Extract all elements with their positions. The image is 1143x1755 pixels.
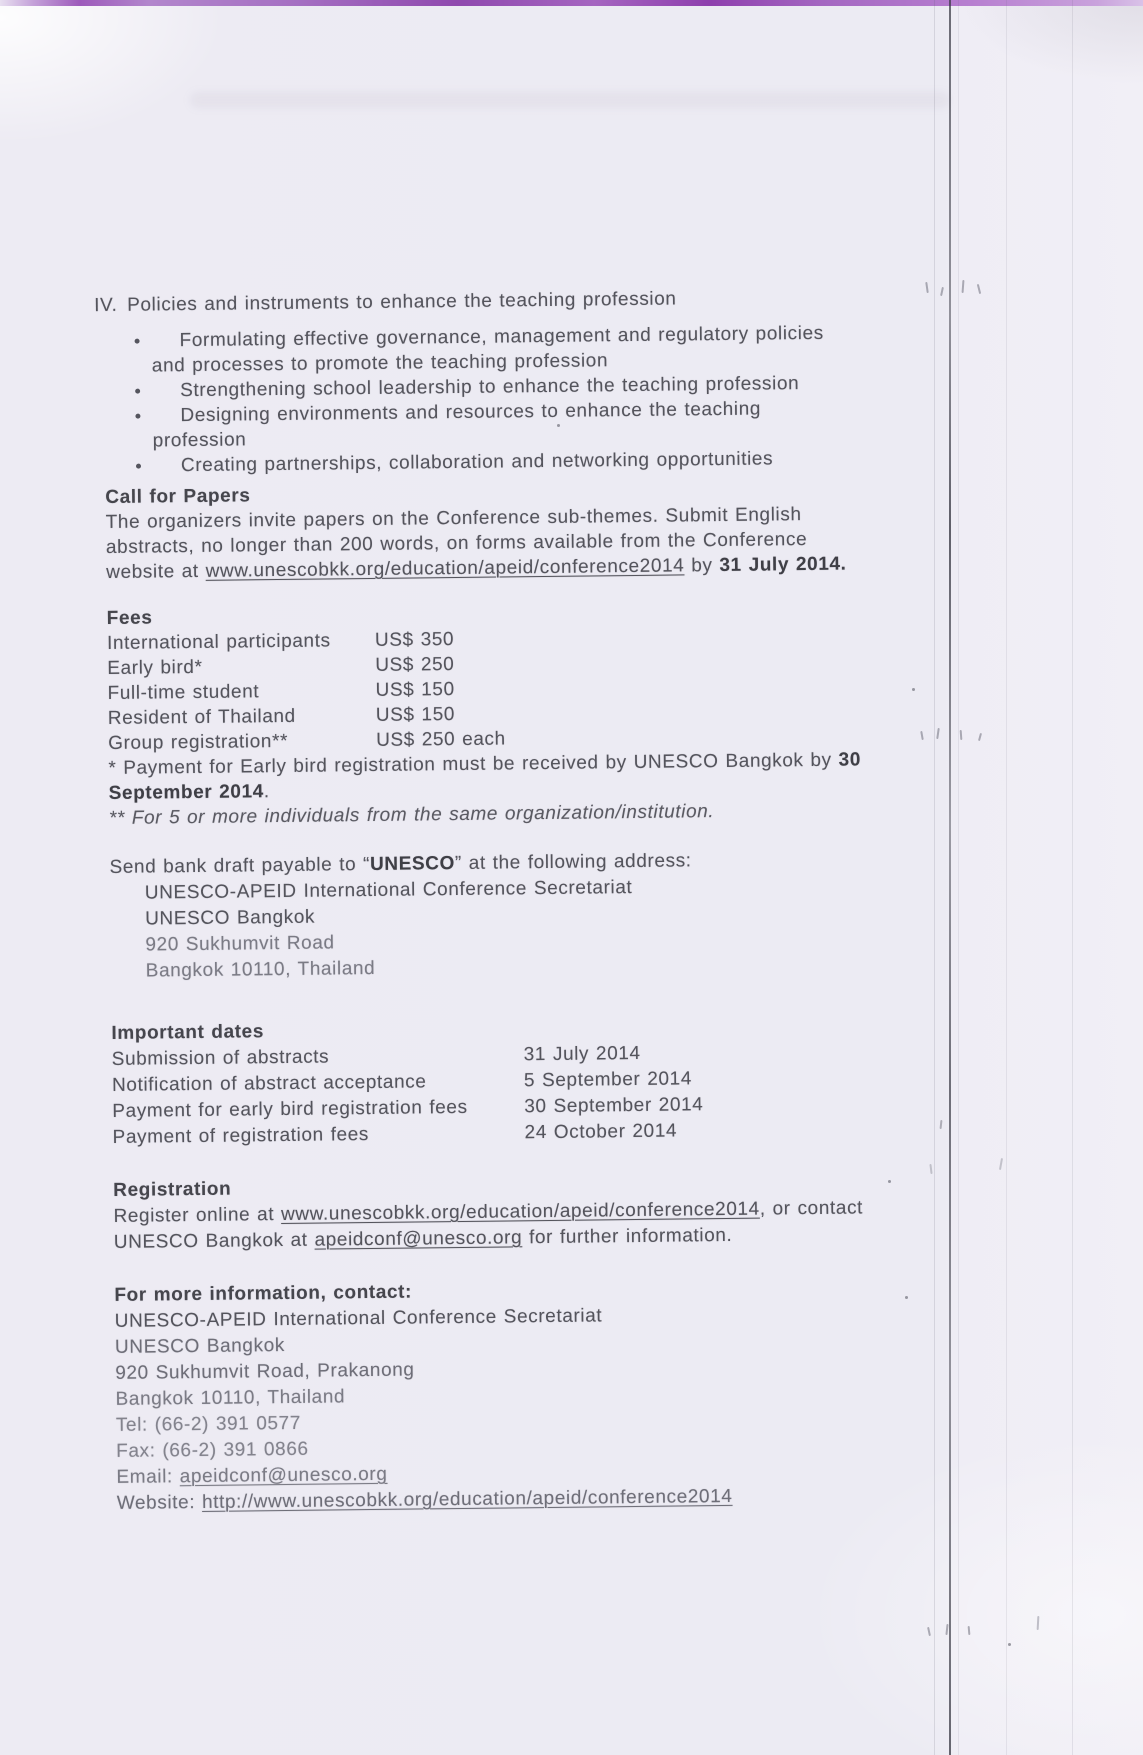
scan-faint-line xyxy=(1072,0,1073,1755)
group-registration-note: ** For 5 or more individuals from the same organization/institution. xyxy=(108,801,715,829)
bullet-item: Strengthening school leadership to enhance the teaching profession xyxy=(95,371,840,404)
cfp-body-line: abstracts, no longer than 200 words, on forms available from the Conference xyxy=(105,529,808,558)
scan-mark xyxy=(1037,1616,1040,1630)
bank-text: Send bank draft payable to “ xyxy=(109,854,371,878)
important-dates-section xyxy=(111,1012,922,1151)
contact-fax: Fax: (66-2) 391 0866 xyxy=(116,1438,309,1462)
contact-line: UNESCO Bangkok xyxy=(114,1335,286,1358)
fee-amount: US$ 250 each xyxy=(376,728,506,751)
abstract-deadline: 31 July 2014. xyxy=(719,553,847,577)
conference-url-link: www.unescobkk.org/education/apeid/conference2014 xyxy=(205,555,685,582)
scan-faint-line xyxy=(934,0,935,1755)
cfp-body-line: The organizers invite papers on the Conference sub-themes. Submit English xyxy=(105,504,802,533)
scan-mark xyxy=(960,730,963,740)
address-line: 920 Sukhumvit Road xyxy=(145,932,335,956)
scan-mark xyxy=(962,280,965,293)
scan-mark xyxy=(978,733,982,741)
bleedthrough-ghost xyxy=(190,92,950,108)
call-for-papers-section xyxy=(105,476,916,585)
scan-vertical-line xyxy=(949,0,951,1755)
note-deadline: September 2014 xyxy=(108,781,264,804)
contact-heading: For more information, contact: xyxy=(114,1281,413,1306)
important-dates-heading: Important dates xyxy=(111,1021,265,1044)
fee-label: Full-time student xyxy=(107,681,260,704)
scan-top-edge-strip xyxy=(0,0,1143,6)
contact-email-link: apeidconf@unesco.org xyxy=(179,1463,388,1488)
scan-mark xyxy=(920,731,924,740)
scan-mark xyxy=(940,1120,943,1129)
contact-section xyxy=(114,1274,927,1517)
registration-text: UNESCO Bangkok at xyxy=(113,1229,315,1253)
subtheme-heading xyxy=(94,284,854,318)
date-value: 24 October 2014 xyxy=(524,1120,678,1144)
note-text: * Payment for Early bird registration must be received by UNESCO Bangkok by xyxy=(108,749,839,779)
date-label: Payment for early bird registration fees xyxy=(112,1096,468,1122)
payee-name: UNESCO xyxy=(369,853,456,876)
subtheme-numeral: IV. xyxy=(94,294,118,317)
registration-heading: Registration xyxy=(113,1178,232,1201)
bank-draft-section xyxy=(109,846,920,985)
scan-mark xyxy=(927,1627,931,1636)
address-line: Bangkok 10110, Thailand xyxy=(145,957,376,982)
contact-phone: Tel: (66-2) 391 0577 xyxy=(115,1412,302,1436)
date-label: Notification of abstract acceptance xyxy=(111,1071,427,1096)
date-value: 5 September 2014 xyxy=(523,1068,693,1092)
contact-line: 920 Sukhumvit Road, Prakanong xyxy=(115,1359,415,1384)
registration-text: , or contact xyxy=(759,1197,864,1220)
scan-speck xyxy=(1008,1643,1011,1646)
date-label: Payment of registration fees xyxy=(112,1124,370,1148)
contact-website-link: http://www.unescobkk.org/education/apeid/conference2014 xyxy=(201,1485,733,1513)
fee-label: Resident of Thailand xyxy=(107,705,296,729)
call-for-papers-heading: Call for Papers xyxy=(105,485,251,508)
registration-url-link: www.unescobkk.org/education/apeid/conference2014 xyxy=(280,1198,760,1226)
bullet-item: Creating partnerships, collaboration and networking opportunities xyxy=(96,446,841,479)
scan-mark xyxy=(925,282,929,293)
bullet-item: Designing environments and resources to enhance the teaching profession xyxy=(95,396,841,454)
cfp-text: website at xyxy=(106,560,206,583)
bullet-item: Formulating effective governance, management and regulatory policies and processes to promote the teaching profession xyxy=(94,321,840,379)
date-label: Submission of abstracts xyxy=(111,1046,330,1070)
note-text: . xyxy=(263,781,270,803)
fee-amount: US$ 350 xyxy=(374,629,455,651)
registration-section xyxy=(113,1169,934,1256)
address-line: UNESCO-APEID International Conference Secretariat xyxy=(144,877,633,904)
bank-text: ” at the following address: xyxy=(454,850,692,875)
registration-text: Register online at xyxy=(113,1204,282,1227)
fee-label: Early bird* xyxy=(107,656,203,679)
scan-mark xyxy=(999,1158,1003,1170)
contact-line: UNESCO-APEID International Conference Secretariat xyxy=(114,1305,603,1332)
scan-mark xyxy=(968,1626,971,1635)
fee-label: Group registration** xyxy=(108,730,289,754)
fee-amount: US$ 150 xyxy=(375,679,455,701)
email-label: Email: xyxy=(116,1466,180,1488)
subthemes-section xyxy=(94,284,856,479)
registration-text: for further information. xyxy=(522,1224,733,1249)
fees-section xyxy=(107,597,920,831)
cfp-text: by xyxy=(684,555,720,577)
scan-mark xyxy=(936,728,940,739)
website-label: Website: xyxy=(116,1491,203,1514)
fee-amount: US$ 250 xyxy=(375,654,455,676)
scan-faint-line xyxy=(958,0,959,1755)
subtheme-bullet-list xyxy=(94,321,841,479)
note-deadline: 30 xyxy=(838,749,862,771)
address-line: UNESCO Bangkok xyxy=(145,906,316,930)
fee-amount: US$ 150 xyxy=(375,704,456,726)
fee-label: International participants xyxy=(106,630,331,654)
date-value: 31 July 2014 xyxy=(523,1042,641,1066)
registration-email-link: apeidconf@unesco.org xyxy=(314,1227,523,1251)
scan-mark xyxy=(940,287,944,296)
scan-faint-line xyxy=(1006,0,1007,1755)
scan-mark xyxy=(977,284,981,294)
date-value: 30 September 2014 xyxy=(524,1094,704,1118)
fees-heading: Fees xyxy=(106,607,153,629)
contact-line: Bangkok 10110, Thailand xyxy=(115,1386,346,1410)
subtheme-title: Policies and instruments to enhance the teaching profession xyxy=(127,288,677,316)
